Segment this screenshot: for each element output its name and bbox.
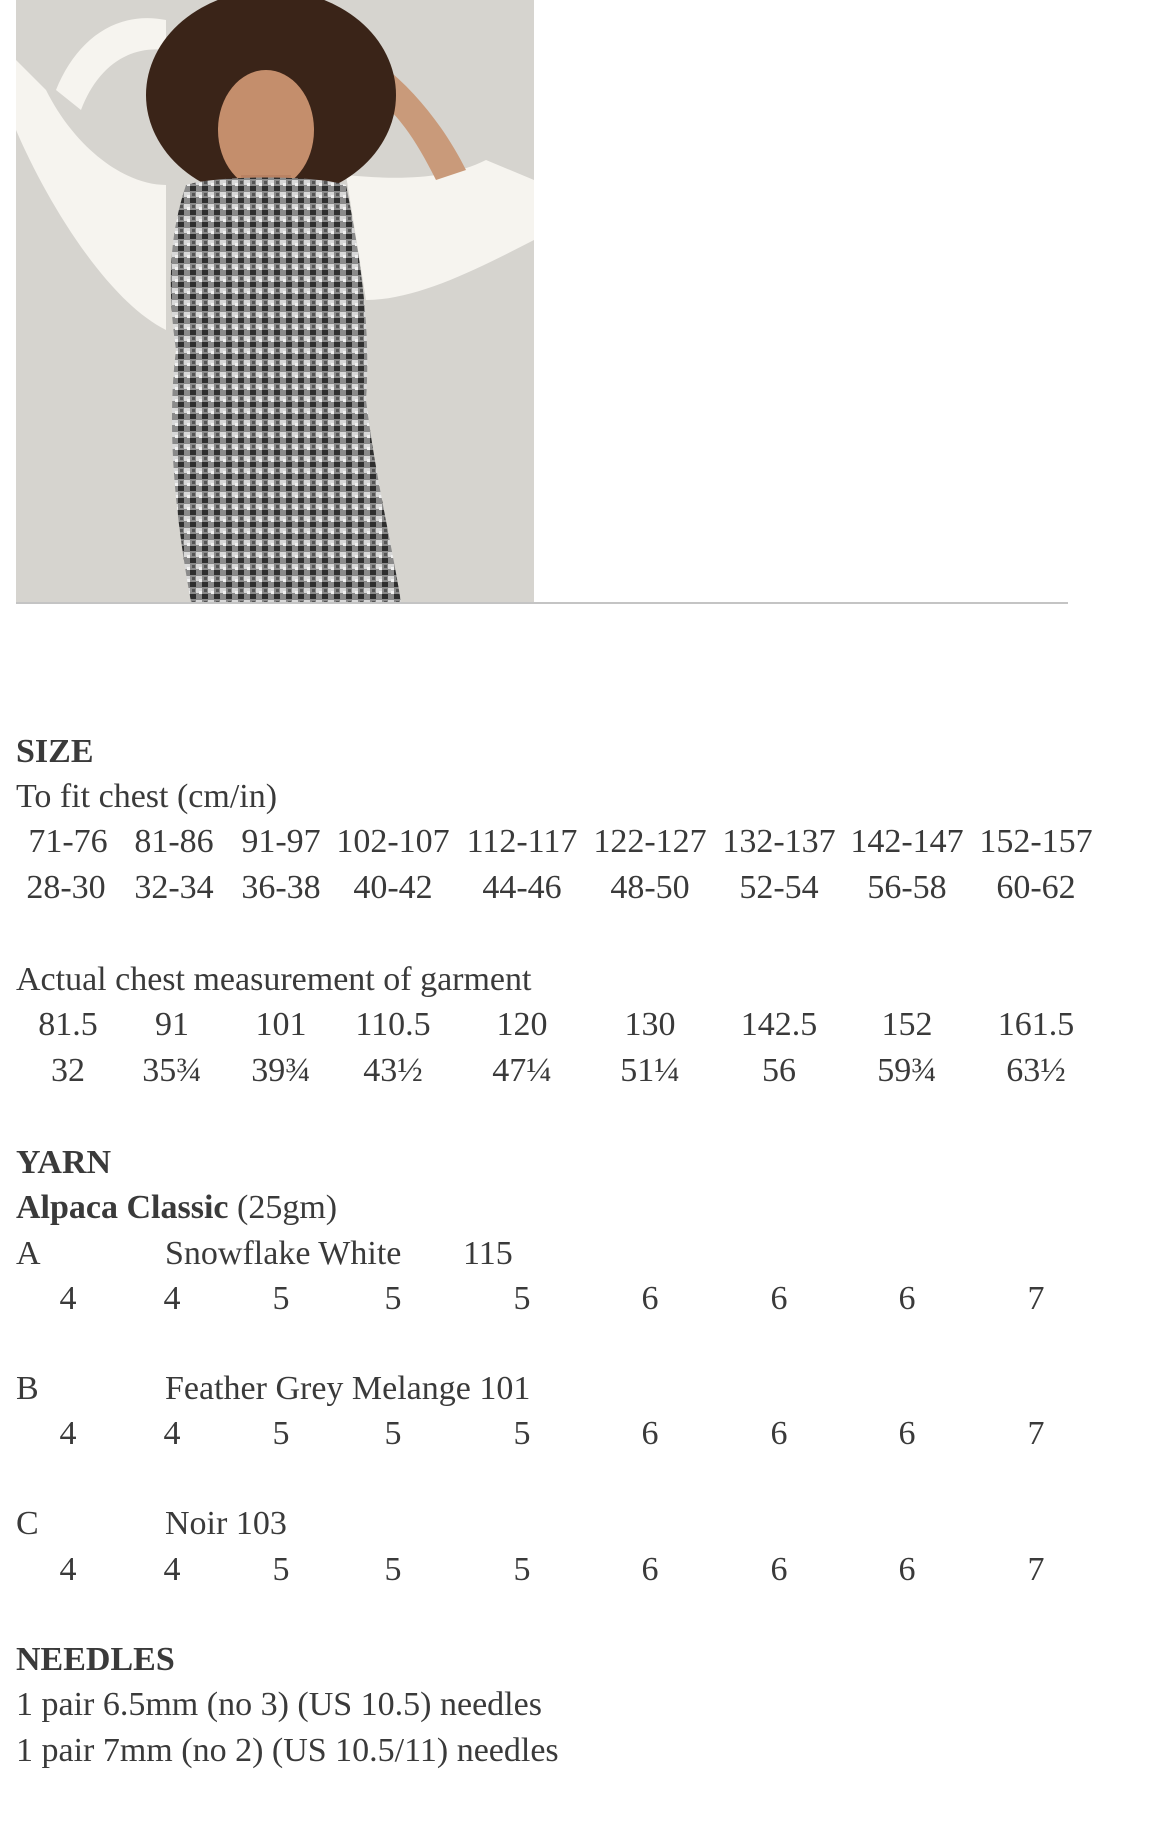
table-cell: 28-30 (26, 869, 106, 906)
colour-shade-with-code (165, 1504, 287, 1544)
actual-in-row (0, 1051, 1158, 1091)
table-cell: 130 (624, 1006, 676, 1043)
table-cell: 4 (163, 1280, 181, 1317)
needles-heading: NEEDLES (16, 1641, 175, 1678)
fit-chest-label: To fit chest (cm/in) (16, 778, 278, 815)
yarn-name-line (16, 1188, 337, 1228)
table-cell: 5 (513, 1280, 531, 1317)
fit-in-row (0, 868, 1158, 908)
table-cell: 102-107 (336, 823, 450, 860)
table-cell: 5 (384, 1280, 402, 1317)
table-cell: 4 (163, 1551, 181, 1588)
table-cell: 4 (59, 1551, 77, 1588)
table-cell: 5 (272, 1551, 290, 1588)
colour-shade-with-code (165, 1369, 530, 1409)
table-cell: 32-34 (134, 869, 214, 906)
table-cell: 6 (898, 1551, 916, 1588)
colour-shade: Snowflake White (165, 1235, 402, 1272)
table-cell: 6 (898, 1415, 916, 1452)
table-cell: 48-50 (610, 869, 690, 906)
table-cell: 5 (513, 1415, 531, 1452)
table-cell: 152 (881, 1006, 933, 1043)
model-photo (16, 0, 534, 602)
table-cell: 52-54 (739, 869, 819, 906)
fit-cm-row (0, 822, 1158, 862)
table-cell: 6 (898, 1280, 916, 1317)
table-cell: 6 (641, 1415, 659, 1452)
table-cell: 5 (384, 1551, 402, 1588)
table-cell: 101 (255, 1006, 307, 1043)
table-cell: 44-46 (482, 869, 562, 906)
table-cell: 40-42 (353, 869, 433, 906)
actual-cm-row (0, 1005, 1158, 1045)
colour-shade: Noir (165, 1505, 228, 1542)
table-cell: 91-97 (241, 823, 321, 860)
needle-line: 1 pair 7mm (no 2) (US 10.5/11) needles (16, 1732, 559, 1769)
table-cell: 56-58 (867, 869, 947, 906)
table-cell: 81.5 (38, 1006, 98, 1043)
table-cell: 4 (59, 1415, 77, 1452)
colour-letter: B (16, 1370, 39, 1407)
table-cell: 6 (641, 1280, 659, 1317)
table-cell: 120 (496, 1006, 548, 1043)
colour-amounts-row (0, 1550, 1158, 1590)
table-cell: 91 (155, 1006, 189, 1043)
table-cell: 5 (513, 1551, 531, 1588)
table-cell: 71-76 (28, 823, 108, 860)
table-cell: 60-62 (996, 869, 1076, 906)
colour-letter: C (16, 1505, 39, 1542)
table-cell: 51¼ (620, 1052, 680, 1089)
table-cell: 6 (770, 1280, 788, 1317)
colour-amounts-row (0, 1279, 1158, 1319)
table-cell: 132-137 (722, 823, 836, 860)
table-cell: 63½ (1006, 1052, 1066, 1089)
table-cell: 56 (762, 1052, 796, 1089)
table-cell: 6 (770, 1415, 788, 1452)
yarn-weight: (25gm) (237, 1189, 338, 1226)
size-heading: SIZE (16, 733, 94, 770)
table-cell: 110.5 (355, 1006, 431, 1043)
table-cell: 142.5 (740, 1006, 818, 1043)
colour-code: 103 (235, 1505, 287, 1542)
divider-rule (16, 602, 1068, 604)
table-cell: 152-157 (979, 823, 1093, 860)
table-cell: 6 (770, 1551, 788, 1588)
table-cell: 7 (1027, 1551, 1045, 1588)
table-cell: 161.5 (997, 1006, 1075, 1043)
colour-code: 101 (479, 1370, 531, 1407)
table-cell: 112-117 (466, 823, 578, 860)
table-cell: 81-86 (134, 823, 214, 860)
table-cell: 59¾ (877, 1052, 937, 1089)
colour-code: 115 (463, 1235, 513, 1272)
table-cell: 47¼ (492, 1052, 552, 1089)
table-cell: 39¾ (251, 1052, 311, 1089)
table-cell: 36-38 (241, 869, 321, 906)
colour-shade: Feather Grey Melange (165, 1370, 471, 1407)
table-cell: 4 (163, 1415, 181, 1452)
table-cell: 32 (51, 1052, 85, 1089)
colour-amounts-row (0, 1414, 1158, 1454)
table-cell: 7 (1027, 1280, 1045, 1317)
needle-line: 1 pair 6.5mm (no 3) (US 10.5) needles (16, 1686, 542, 1723)
table-cell: 35¾ (142, 1052, 202, 1089)
actual-chest-label: Actual chest measurement of garment (16, 961, 532, 998)
yarn-name: Alpaca Classic (16, 1189, 229, 1226)
table-cell: 142-147 (850, 823, 964, 860)
table-cell: 122-127 (593, 823, 707, 860)
table-cell: 7 (1027, 1415, 1045, 1452)
table-cell: 5 (272, 1415, 290, 1452)
yarn-heading: YARN (16, 1144, 112, 1181)
table-cell: 43½ (363, 1052, 423, 1089)
table-cell: 4 (59, 1280, 77, 1317)
table-cell: 5 (272, 1280, 290, 1317)
table-cell: 6 (641, 1551, 659, 1588)
colour-letter: A (16, 1235, 41, 1272)
table-cell: 5 (384, 1415, 402, 1452)
